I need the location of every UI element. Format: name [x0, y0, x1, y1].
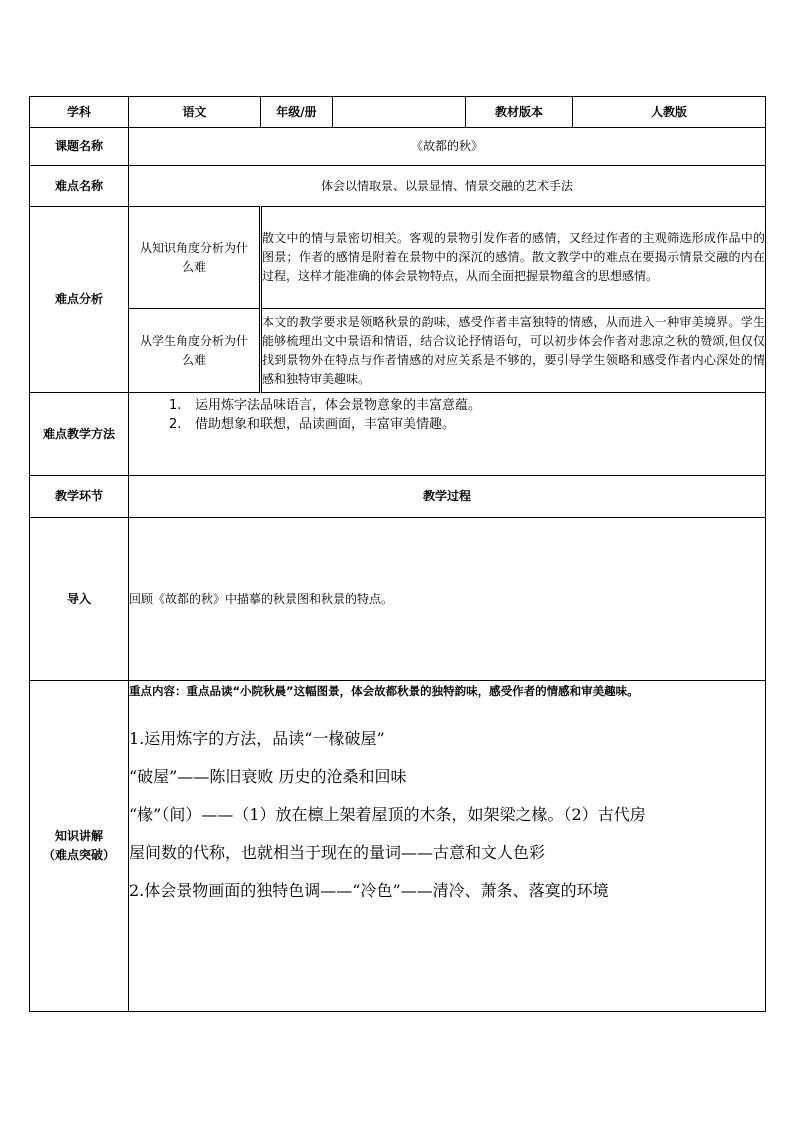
methods-list [129, 393, 766, 476]
knowledge-angle-label: 从知识角度分析为什么难 [129, 207, 261, 309]
title-value: 《故都的秋》 [129, 128, 766, 166]
knowledge-label: 知识讲解 [54, 829, 103, 843]
method-item: 1. 运用炼字法品味语言，体会景物意象的丰富意蕴。 [169, 398, 482, 413]
content-line: “椽”（间）——（1）放在檩上架着屋顶的木条，如架梁之椽。（2）古代房 [129, 805, 646, 824]
header-row [30, 97, 766, 128]
content-line: 1.运用炼字的方法，品读“一椽破屋” [129, 729, 385, 748]
process-header: 教学过程 [129, 476, 766, 518]
analysis-row-student [30, 309, 766, 393]
content-line: 屋间数的代称，也就相当于现在的量词——古意和文人色彩 [129, 843, 546, 862]
grade-label: 年级/册 [261, 97, 333, 128]
intro-text: 回顾《故都的秋》中描摹的秋景图和秋景的特点。 [129, 518, 766, 681]
step-header: 教学环节 [30, 476, 129, 518]
edition-label: 教材版本 [466, 97, 573, 128]
process-header-row [30, 476, 766, 518]
subject-label: 学科 [30, 97, 129, 128]
grade-value [333, 97, 466, 128]
difficulty-row [30, 166, 766, 207]
knowledge-label-cell [30, 681, 129, 1012]
difficulty-label: 难点名称 [30, 166, 129, 207]
analysis-row-knowledge [30, 207, 766, 309]
knowledge-sublabel: （难点突破） [42, 848, 115, 862]
lesson-plan-table [29, 96, 766, 1012]
intro-row [30, 518, 766, 681]
student-angle-text: 本文的教学要求是领略秋景的韵味，感受作者丰富独特的情感，从而进入一种审美境界。学生能够梳理出文中景语和情语，结合议论抒情语句，可以初步体会作者对悲凉之秋的赞颂,但仅仅找到景物外在特点与作者情感的对应关系是不够的，要引导学生领略和感受作者内心深处的情感和独特审美趣味。 [261, 309, 766, 393]
key-point: 重点内容：重点品读“小院秋晨”这幅图景，体会故都秋景的独特韵味，感受作者的情感和审美趣味。 [129, 684, 639, 698]
title-label: 课题名称 [30, 128, 129, 166]
student-angle-label: 从学生角度分析为什么难 [129, 309, 261, 393]
knowledge-angle-text: 散文中的情与景密切相关。客观的景物引发作者的感情，又经过作者的主观筛选形成作品中的图景；作者的感情是附着在景物中的深沉的感情。散文教学中的难点在要揭示情景交融的内在过程，这样才能准确的体会景物特点，从而全面把握景物蕴含的思想感情。 [261, 207, 766, 309]
subject-value: 语文 [129, 97, 261, 128]
methods-label: 难点教学方法 [30, 393, 129, 476]
methods-row [30, 393, 766, 476]
method-item: 2. 借助想象和联想，品读画面，丰富审美情趣。 [169, 417, 456, 432]
knowledge-content [129, 681, 766, 1012]
knowledge-row [30, 681, 766, 1012]
difficulty-value: 体会以情取景、以景显情、情景交融的艺术手法 [129, 166, 766, 207]
edition-value: 人教版 [573, 97, 766, 128]
content-line: “破屋”——陈旧衰败 历史的沧桑和回味 [129, 767, 407, 786]
intro-label: 导入 [30, 518, 129, 681]
content-line: 2.体会景物画面的独特色调——“冷色”——清冷、萧条、落寞的环境 [129, 881, 609, 900]
analysis-label: 难点分析 [30, 207, 129, 393]
title-row [30, 128, 766, 166]
